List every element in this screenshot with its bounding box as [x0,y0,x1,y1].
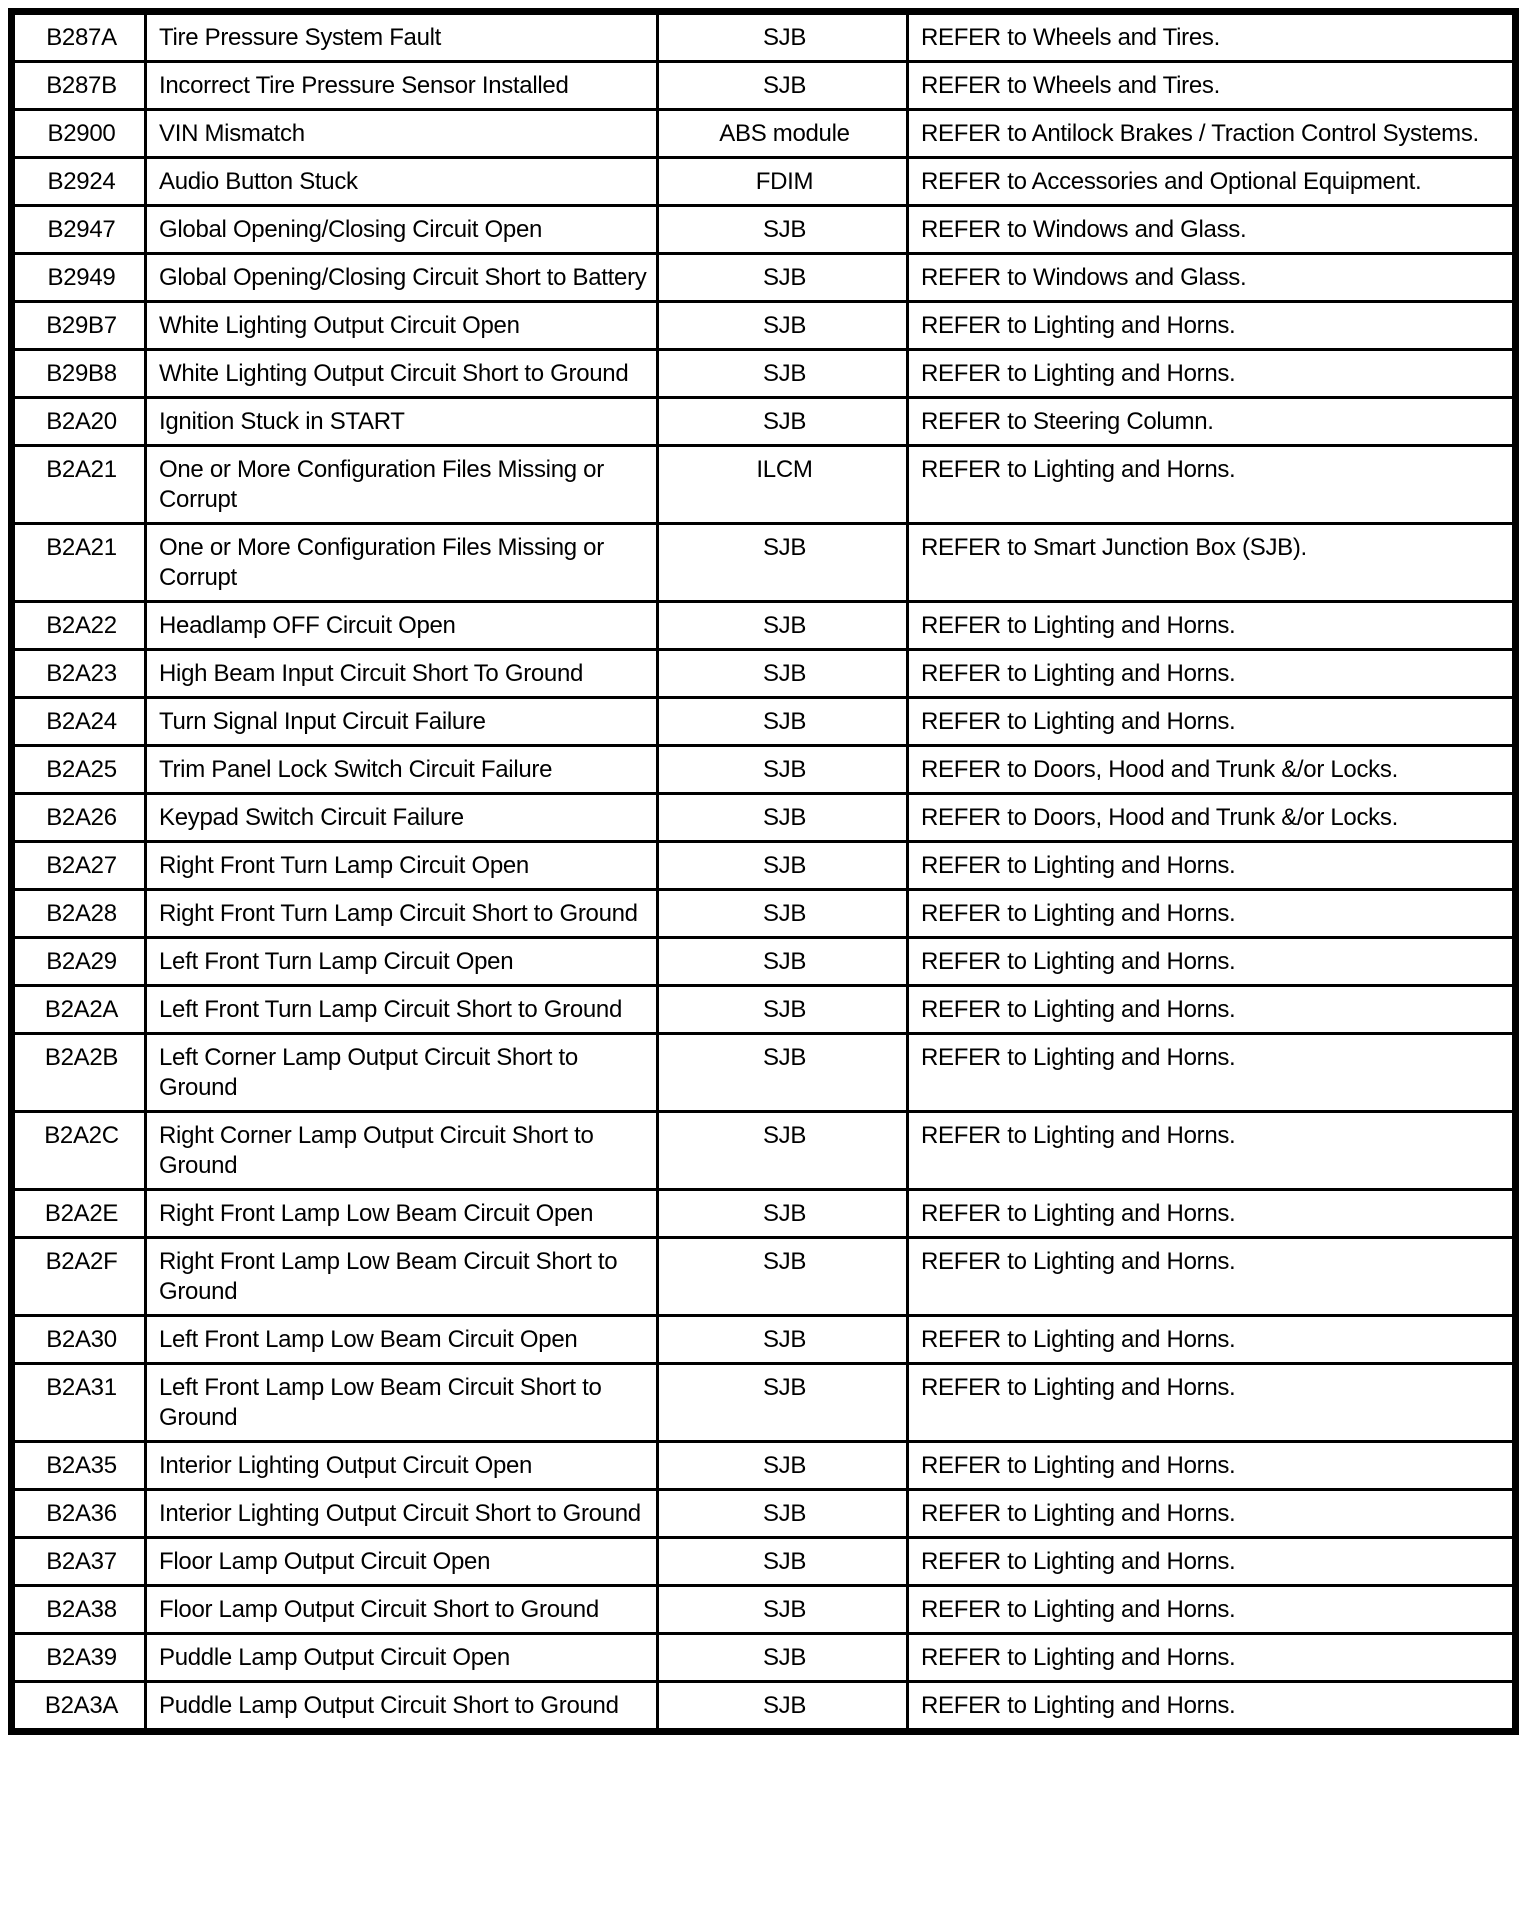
table-row [12,254,1516,302]
dtc-action-cell: REFER to Windows and Glass. [908,254,1516,302]
dtc-action-cell: REFER to Lighting and Horns. [908,1190,1516,1238]
table-row [12,986,1516,1034]
table-row [12,1238,1516,1316]
dtc-description-cell: Left Front Turn Lamp Circuit Short to Ground [146,986,658,1034]
dtc-action-cell: REFER to Lighting and Horns. [908,1364,1516,1442]
dtc-module-cell: SJB [658,1634,908,1682]
dtc-module-cell: SJB [658,1190,908,1238]
dtc-description-cell: White Lighting Output Circuit Open [146,302,658,350]
dtc-description-cell: VIN Mismatch [146,110,658,158]
dtc-module-cell: ILCM [658,446,908,524]
dtc-module-cell: SJB [658,1490,908,1538]
table-row [12,158,1516,206]
dtc-module-cell: SJB [658,1442,908,1490]
table-row [12,890,1516,938]
dtc-action-cell: REFER to Doors, Hood and Trunk &/or Locks. [908,746,1516,794]
dtc-code-cell: B2A25 [12,746,146,794]
dtc-description-cell: Floor Lamp Output Circuit Open [146,1538,658,1586]
dtc-description-cell: Tire Pressure System Fault [146,12,658,62]
dtc-description-cell: Interior Lighting Output Circuit Short to Ground [146,1490,658,1538]
dtc-code-cell: B2924 [12,158,146,206]
dtc-action-cell: REFER to Windows and Glass. [908,206,1516,254]
dtc-description-cell: Left Front Lamp Low Beam Circuit Open [146,1316,658,1364]
table-row [12,1586,1516,1634]
dtc-code-cell: B2A20 [12,398,146,446]
dtc-index-table [8,8,1519,1735]
dtc-module-cell: ABS module [658,110,908,158]
table-row [12,1442,1516,1490]
table-row [12,446,1516,524]
dtc-module-cell: SJB [658,1586,908,1634]
table-row [12,1364,1516,1442]
dtc-action-cell: REFER to Lighting and Horns. [908,350,1516,398]
dtc-module-cell: SJB [658,938,908,986]
dtc-code-cell: B2A27 [12,842,146,890]
dtc-description-cell: Right Front Lamp Low Beam Circuit Open [146,1190,658,1238]
dtc-module-cell: SJB [658,650,908,698]
dtc-module-cell: SJB [658,986,908,1034]
dtc-module-cell: SJB [658,254,908,302]
dtc-action-cell: REFER to Lighting and Horns. [908,1442,1516,1490]
dtc-action-cell: REFER to Lighting and Horns. [908,1490,1516,1538]
table-row [12,1682,1516,1732]
dtc-description-cell: Interior Lighting Output Circuit Open [146,1442,658,1490]
dtc-module-cell: SJB [658,398,908,446]
table-row [12,350,1516,398]
table-row [12,206,1516,254]
dtc-description-cell: Keypad Switch Circuit Failure [146,794,658,842]
dtc-module-cell: SJB [658,698,908,746]
dtc-description-cell: Audio Button Stuck [146,158,658,206]
dtc-module-cell: SJB [658,350,908,398]
dtc-action-cell: REFER to Lighting and Horns. [908,446,1516,524]
dtc-code-cell: B2A31 [12,1364,146,1442]
dtc-module-cell: SJB [658,302,908,350]
dtc-code-cell: B2A2F [12,1238,146,1316]
dtc-description-cell: Turn Signal Input Circuit Failure [146,698,658,746]
dtc-code-cell: B2A24 [12,698,146,746]
table-row [12,1190,1516,1238]
dtc-code-cell: B2A3A [12,1682,146,1732]
dtc-description-cell: Global Opening/Closing Circuit Open [146,206,658,254]
dtc-description-cell: One or More Configuration Files Missing or Corrupt [146,446,658,524]
dtc-action-cell: REFER to Lighting and Horns. [908,938,1516,986]
dtc-description-cell: One or More Configuration Files Missing or Corrupt [146,524,658,602]
dtc-code-cell: B29B7 [12,302,146,350]
table-row [12,62,1516,110]
dtc-action-cell: REFER to Lighting and Horns. [908,1112,1516,1190]
dtc-code-cell: B29B8 [12,350,146,398]
dtc-code-cell: B2A2E [12,1190,146,1238]
dtc-module-cell: SJB [658,1364,908,1442]
dtc-action-cell: REFER to Lighting and Horns. [908,698,1516,746]
table-row [12,302,1516,350]
dtc-code-cell: B2A35 [12,1442,146,1490]
dtc-description-cell: Left Front Lamp Low Beam Circuit Short to Ground [146,1364,658,1442]
dtc-code-cell: B2A26 [12,794,146,842]
dtc-action-cell: REFER to Lighting and Horns. [908,1586,1516,1634]
dtc-action-cell: REFER to Antilock Brakes / Traction Control Systems. [908,110,1516,158]
table-row [12,1034,1516,1112]
dtc-module-cell: SJB [658,1238,908,1316]
dtc-code-cell: B2A21 [12,524,146,602]
dtc-description-cell: Incorrect Tire Pressure Sensor Installed [146,62,658,110]
dtc-module-cell: SJB [658,842,908,890]
dtc-action-cell: REFER to Lighting and Horns. [908,650,1516,698]
dtc-code-cell: B2A39 [12,1634,146,1682]
dtc-module-cell: SJB [658,746,908,794]
dtc-description-cell: Right Corner Lamp Output Circuit Short to Ground [146,1112,658,1190]
dtc-code-cell: B2A2A [12,986,146,1034]
dtc-module-cell: SJB [658,1682,908,1732]
table-row [12,938,1516,986]
dtc-action-cell: REFER to Lighting and Horns. [908,842,1516,890]
dtc-action-cell: REFER to Accessories and Optional Equipment. [908,158,1516,206]
table-row [12,110,1516,158]
dtc-description-cell: High Beam Input Circuit Short To Ground [146,650,658,698]
dtc-action-cell: REFER to Doors, Hood and Trunk &/or Locks. [908,794,1516,842]
dtc-module-cell: SJB [658,602,908,650]
table-row [12,1112,1516,1190]
dtc-action-cell: REFER to Wheels and Tires. [908,12,1516,62]
dtc-description-cell: Puddle Lamp Output Circuit Open [146,1634,658,1682]
dtc-action-cell: REFER to Lighting and Horns. [908,1316,1516,1364]
dtc-action-cell: REFER to Lighting and Horns. [908,1034,1516,1112]
dtc-code-cell: B2949 [12,254,146,302]
dtc-action-cell: REFER to Lighting and Horns. [908,890,1516,938]
dtc-description-cell: Left Front Turn Lamp Circuit Open [146,938,658,986]
dtc-code-cell: B2A38 [12,1586,146,1634]
dtc-module-cell: SJB [658,206,908,254]
dtc-code-cell: B2A21 [12,446,146,524]
dtc-description-cell: Right Front Turn Lamp Circuit Short to Ground [146,890,658,938]
dtc-description-cell: Trim Panel Lock Switch Circuit Failure [146,746,658,794]
dtc-description-cell: Left Corner Lamp Output Circuit Short to Ground [146,1034,658,1112]
dtc-module-cell: SJB [658,794,908,842]
dtc-module-cell: SJB [658,12,908,62]
dtc-action-cell: REFER to Lighting and Horns. [908,1538,1516,1586]
dtc-code-cell: B2900 [12,110,146,158]
dtc-action-cell: REFER to Wheels and Tires. [908,62,1516,110]
dtc-code-cell: B2A28 [12,890,146,938]
dtc-module-cell: SJB [658,1538,908,1586]
table-row [12,698,1516,746]
dtc-action-cell: REFER to Steering Column. [908,398,1516,446]
dtc-code-cell: B2A2B [12,1034,146,1112]
table-row [12,602,1516,650]
dtc-description-cell: Puddle Lamp Output Circuit Short to Ground [146,1682,658,1732]
dtc-description-cell: Right Front Turn Lamp Circuit Open [146,842,658,890]
dtc-module-cell: FDIM [658,158,908,206]
dtc-action-cell: REFER to Lighting and Horns. [908,1634,1516,1682]
table-row [12,842,1516,890]
dtc-description-cell: Floor Lamp Output Circuit Short to Ground [146,1586,658,1634]
dtc-action-cell: REFER to Lighting and Horns. [908,602,1516,650]
dtc-action-cell: REFER to Lighting and Horns. [908,1238,1516,1316]
table-row [12,650,1516,698]
table-row [12,524,1516,602]
table-row [12,1490,1516,1538]
dtc-code-cell: B2A30 [12,1316,146,1364]
dtc-module-cell: SJB [658,1112,908,1190]
dtc-code-cell: B2A22 [12,602,146,650]
table-row [12,1316,1516,1364]
dtc-description-cell: Headlamp OFF Circuit Open [146,602,658,650]
dtc-code-cell: B2A37 [12,1538,146,1586]
dtc-code-cell: B2A2C [12,1112,146,1190]
dtc-description-cell: Ignition Stuck in START [146,398,658,446]
dtc-code-cell: B2947 [12,206,146,254]
dtc-module-cell: SJB [658,1034,908,1112]
dtc-description-cell: White Lighting Output Circuit Short to Ground [146,350,658,398]
dtc-code-cell: B287A [12,12,146,62]
dtc-action-cell: REFER to Smart Junction Box (SJB). [908,524,1516,602]
dtc-code-cell: B2A29 [12,938,146,986]
dtc-module-cell: SJB [658,62,908,110]
table-row [12,398,1516,446]
dtc-module-cell: SJB [658,890,908,938]
table-row [12,746,1516,794]
dtc-action-cell: REFER to Lighting and Horns. [908,986,1516,1034]
table-row [12,12,1516,62]
dtc-code-cell: B287B [12,62,146,110]
table-row [12,1634,1516,1682]
dtc-code-cell: B2A36 [12,1490,146,1538]
dtc-module-cell: SJB [658,1316,908,1364]
dtc-code-cell: B2A23 [12,650,146,698]
table-row [12,794,1516,842]
dtc-description-cell: Global Opening/Closing Circuit Short to Battery [146,254,658,302]
dtc-action-cell: REFER to Lighting and Horns. [908,1682,1516,1732]
dtc-module-cell: SJB [658,524,908,602]
dtc-action-cell: REFER to Lighting and Horns. [908,302,1516,350]
dtc-description-cell: Right Front Lamp Low Beam Circuit Short to Ground [146,1238,658,1316]
table-row [12,1538,1516,1586]
dtc-table-body [12,12,1516,1732]
